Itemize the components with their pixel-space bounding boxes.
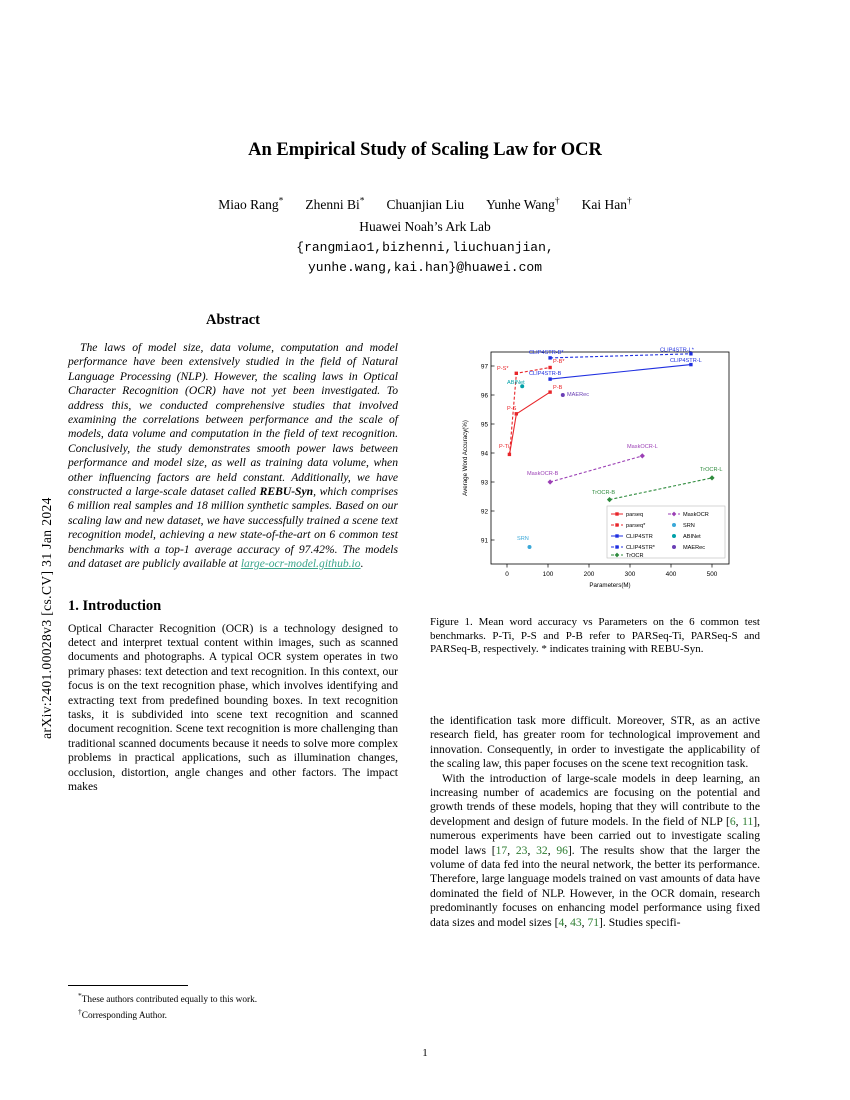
citation[interactable]: 43	[570, 915, 582, 929]
email-line-1: {rangmiao1,bizhenni,liuchuanjian,	[296, 240, 554, 255]
legend-label: parseq*	[626, 523, 646, 529]
dataset-name: REBU-Syn	[259, 485, 314, 499]
author: Miao Rang*	[218, 196, 284, 212]
legend-label: CLIP4STR*	[626, 545, 655, 551]
point-label-p-ti: P-Ti	[499, 444, 510, 450]
svg-text:96: 96	[480, 392, 488, 400]
paragraph: the identification task more difficult. Moreover, STR, as an active research field, has greater room for technological improvement and innovation. Consequently, in order to investigate the applicability of the scaling law, this paper focuses on the scene text recognition task.	[430, 714, 760, 771]
point-label-maerec: MAERec	[567, 392, 590, 398]
author-emails	[60, 238, 790, 278]
x-axis-label: Parameters(M)	[589, 582, 631, 589]
abstract-text-2: , which comprises 6 million real samples and 18 million synthetic samples. Based on our scaling law and new dataset, we have successfully trained a scene text recognition model, achieving a new state-of-the-art on 6 common test benchmarks with a top-1 average accuracy of 97.42%. The models and dataset are publicly available at	[68, 485, 398, 571]
citation[interactable]: 71	[587, 915, 600, 929]
right-column	[430, 714, 760, 930]
svg-text:300: 300	[624, 571, 636, 578]
abstract-text-3: .	[360, 557, 364, 571]
scatter-plot	[455, 344, 737, 604]
point-label-trocr-b: TrOCR-B	[592, 490, 616, 496]
legend-label: parseq	[626, 512, 644, 518]
abstract-text-1: The laws of model size, data volume, computation and model performance have been extensively studied in the field of Natural Language Processing (NLP). However, the scaling laws in Optical Character Recognition (OCR) have not yet been investigated. To address this, we conducted comprehensive studies that involved examining the correlations between performance and the scale of models, data volume and computation in the field of text recognition. Conclusively, the study demonstrates smooth power laws between performance and model size, as well as training data volume, when other influencing factors are held constant. Additionally, we have constructed a large-scale dataset called	[68, 341, 398, 499]
svg-text:91: 91	[480, 537, 488, 545]
citation[interactable]: 4	[558, 915, 565, 929]
svg-text:500: 500	[706, 571, 718, 578]
legend-label: MaskOCR	[683, 512, 709, 518]
citation[interactable]: 32	[536, 843, 548, 857]
point-label-clip4str-b: CLIP4STR-B	[529, 371, 562, 377]
svg-text:0: 0	[505, 571, 509, 578]
project-link[interactable]: large-ocr-model.github.io	[240, 557, 361, 571]
svg-text:100: 100	[542, 571, 554, 578]
abstract-heading: Abstract	[206, 312, 260, 328]
abstract-body	[68, 341, 398, 572]
point-label-maskocr-l: MaskOCR-L	[627, 444, 658, 450]
citation[interactable]: 17	[495, 843, 508, 857]
citation[interactable]: 6	[729, 814, 736, 828]
plot-legend	[607, 506, 725, 559]
author: Zhenni Bi*	[305, 196, 365, 212]
svg-text:93: 93	[480, 479, 488, 487]
arxiv-stamp: arXiv:2401.00028v3 [cs.CV] 31 Jan 2024	[39, 497, 54, 739]
citation[interactable]: 96	[556, 843, 568, 857]
y-axis-label: Average Word Accuracy(%)	[462, 420, 469, 496]
page-number: 1	[422, 1047, 428, 1059]
introduction-left-text	[68, 622, 398, 795]
svg-text:95: 95	[480, 421, 488, 429]
point-label-p-b: P-B	[553, 385, 563, 391]
svg-text:94: 94	[480, 450, 488, 458]
point-label-clip4str-l-star: CLIP4STR-L*	[660, 347, 694, 354]
author-list	[60, 196, 790, 213]
point-label-p-s-star: P-S*	[497, 366, 509, 372]
legend-label: CLIP4STR	[626, 534, 653, 540]
figure-label: Figure 1.	[430, 616, 473, 628]
point-label-clip4str-l: CLIP4STR-L	[670, 358, 702, 364]
introduction-right-text	[430, 714, 760, 930]
footnote-divider	[68, 985, 188, 986]
point-label-p-s: P-S	[507, 406, 517, 412]
citation[interactable]: 23	[515, 843, 528, 857]
footnotes	[68, 990, 398, 1022]
point-label-abinet: ABINet	[507, 380, 525, 386]
svg-text:200: 200	[583, 571, 595, 578]
paragraph-with-citations: With the introduction of large-scale models in deep learning, an increasing number of academics are focusing on the potential and growth trends of these models, hoping that they will contribute to the development and design of future models. In the field of NLP [6, 11], numerous experiments have been carried out to investigate scaling model laws [17, 23, 32, 96]. The results show that the larger the volume of data fed into the neural network, the better its performance. Therefore, large language models trained on vast amounts of data have dominated the field of NLP. However, in the OCR domain, research predominantly focuses on enhancing model performance using fixed data sizes and model sizes [4, 43, 71]. Studies specifi-	[430, 771, 761, 929]
figure-caption-text: Mean word accuracy vs Parameters on the 6 common test benchmarks. P-Ti, P-S and P-B refer to PARSeq-Ti, PARSeq-S and PARSeq-B, respectively. * indicates training with REBU-Syn.	[430, 616, 760, 655]
footnote-2: †Corresponding Author.	[78, 1007, 167, 1022]
affiliation: Huawei Noah’s Ark Lab	[359, 219, 491, 234]
svg-text:97: 97	[480, 363, 488, 371]
left-column	[68, 312, 398, 794]
email-line-2: yunhe.wang,kai.han}@huawei.com	[307, 260, 543, 275]
point-label-maskocr-b: MaskOCR-B	[527, 471, 559, 477]
legend-label: MAERec	[683, 545, 706, 551]
svg-text:400: 400	[665, 571, 677, 578]
footnote-1: *These authors contributed equally to this work.	[78, 991, 258, 1006]
citation[interactable]: 11	[742, 814, 754, 828]
legend-label: SRN	[683, 523, 695, 529]
author: Kai Han†	[581, 196, 632, 212]
introduction-heading: 1. Introduction	[68, 597, 162, 614]
point-label-p-b-star: P-B*	[553, 359, 565, 365]
paragraph: Optical Character Recognition (OCR) is a technology designed to detect and interpret textual content within images, such as scanned documents and photographs. A typical OCR system operates in two primary phases: text detection and text recognition. In this context, our focus is on the text recognition phase, which involves identifying and extracting text from predefined bounding boxes. In text recognition tasks, it is subdivided into scene text recognition and scanned document recognition. Scene text recognition is more challenging than traditional scanned documents because it needs to solve more complex problems in practical applications, such as illumination changes, occlusion, distortion, angle changes and other factors. The impact makes	[68, 621, 398, 793]
author: Chuanjian Liu	[386, 196, 465, 212]
point-label-srn: SRN	[517, 536, 529, 542]
figure-plot	[455, 344, 737, 604]
point-label-clip4str-b-star: CLIP4STR-B*	[529, 350, 564, 356]
legend-label: TrOCR	[626, 553, 644, 559]
svg-text:92: 92	[480, 508, 488, 516]
figure-1	[430, 344, 760, 657]
page-title: An Empirical Study of Scaling Law for OCR	[248, 140, 602, 160]
figure-caption	[430, 616, 760, 657]
legend-label: ABINet	[683, 534, 701, 540]
author: Yunhe Wang†	[486, 196, 560, 212]
point-label-trocr-l: TrOCR-L	[700, 467, 723, 473]
